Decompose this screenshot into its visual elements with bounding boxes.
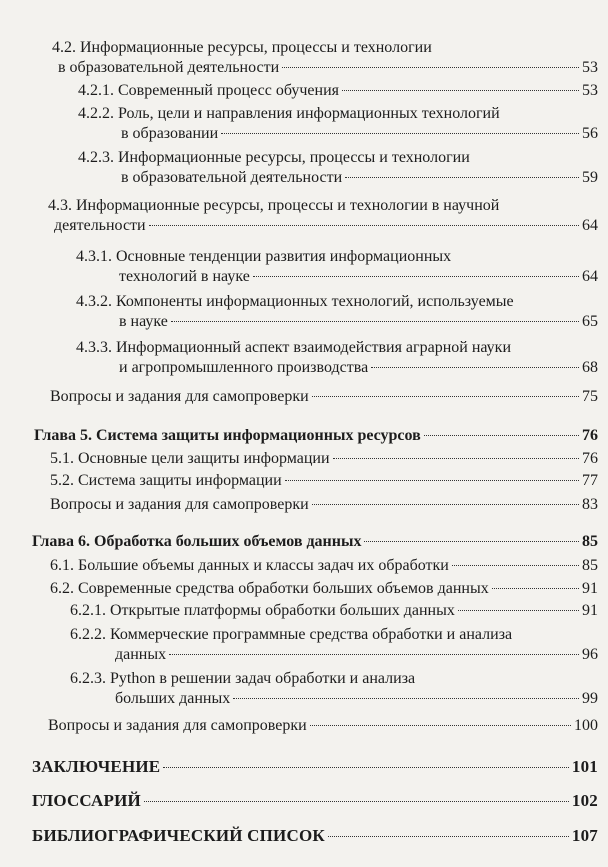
toc-entry-6-2-3 (70, 669, 598, 709)
page-number: 85 (582, 533, 598, 550)
dot-leader (452, 565, 579, 566)
dot-leader (458, 610, 579, 611)
dot-leader (221, 133, 579, 134)
dot-leader (371, 367, 579, 368)
page-number: 83 (582, 496, 598, 513)
toc-entry-5-2 (50, 471, 598, 491)
page-number: 96 (582, 646, 598, 663)
page-number: 64 (582, 268, 598, 285)
toc-entry-6-1 (50, 556, 598, 576)
toc-entry-4-2-1 (78, 81, 598, 101)
page-number: 76 (582, 427, 598, 444)
toc-entry-text: в образовательной деятельности (121, 169, 343, 186)
page-number: 59 (582, 169, 598, 186)
toc-entry-text: ЗАКЛЮЧЕНИЕ (32, 757, 161, 776)
toc-entry-questions-ch6 (48, 716, 598, 736)
toc-entry-4-3 (48, 196, 598, 236)
toc-chapter-6 (32, 532, 598, 552)
page-number: 64 (582, 217, 598, 234)
toc-entry-4-2 (52, 38, 598, 78)
toc-entry-text: 5.1. Основные цели защиты информации (50, 450, 330, 467)
toc-entry-text: 6.2. Современные средства обработки больших объемов данных (50, 580, 489, 597)
dot-leader (492, 588, 579, 589)
toc-entry-6-2-1 (70, 601, 598, 621)
toc-entry-text: в образовательной деятельности (58, 59, 280, 76)
page-number: 65 (582, 313, 598, 330)
toc-entry-text: в образовании (121, 125, 219, 142)
toc-entry-text: 4.3.1. Основные тенденции развития информационных (76, 248, 452, 265)
dot-leader (345, 177, 579, 178)
dot-leader (328, 836, 569, 837)
toc-entry-text: 4.2.3. Информационные ресурсы, процессы и технологии (78, 149, 470, 166)
dot-leader (310, 725, 571, 726)
page-number: 56 (582, 125, 598, 142)
dot-leader (163, 767, 569, 768)
page-number: 75 (582, 388, 598, 405)
toc-entry-text: 4.2.2. Роль, цели и направления информационных технологий (78, 105, 500, 122)
toc-entry-4-3-3 (76, 338, 598, 378)
toc-entry-text: Глава 6. Обработка больших объемов данных (32, 533, 362, 550)
page-number: 101 (571, 757, 598, 776)
toc-entry-6-2 (50, 579, 598, 599)
toc-entry-questions-ch5 (50, 495, 598, 515)
toc-entry-text: Глава 5. Система защиты информационных ресурсов (34, 427, 421, 444)
page-number: 102 (571, 791, 598, 810)
toc-entry-4-3-1 (76, 247, 598, 287)
dot-leader (333, 458, 580, 459)
toc-entry-text: Вопросы и задания для самопроверки (50, 496, 309, 513)
page-number: 53 (582, 82, 598, 99)
toc-entry-text: 6.2.2. Коммерческие программные средства обработки и анализа (70, 626, 513, 643)
toc-entry-text: технологий в науке (119, 268, 250, 285)
dot-leader (233, 698, 579, 699)
dot-leader (364, 541, 579, 542)
toc-entry-text: 4.2.1. Современный процесс обучения (78, 82, 339, 99)
toc-entry-6-2-2 (70, 625, 598, 665)
page-number: 99 (582, 690, 598, 707)
toc-chapter-5 (34, 426, 598, 446)
toc-glossary (32, 791, 598, 811)
toc-bibliography (32, 826, 598, 846)
toc-entry-5-1 (50, 449, 598, 469)
toc-entry-text: Вопросы и задания для самопроверки (50, 388, 309, 405)
toc-entry-text: БИБЛИОГРАФИЧЕСКИЙ СПИСОК (32, 826, 325, 845)
toc-entry-4-2-2 (78, 104, 598, 144)
dot-leader (282, 67, 579, 68)
page-number: 68 (582, 359, 598, 376)
dot-leader (285, 480, 579, 481)
toc-entry-text: 4.3.3. Информационный аспект взаимодействия аграрной науки (76, 339, 511, 356)
toc-entry-text: деятельности (54, 217, 146, 234)
dot-leader (312, 396, 579, 397)
toc-conclusion (32, 757, 598, 777)
page-number: 76 (582, 450, 598, 467)
toc-entry-text: 4.3.2. Компоненты информационных технологий, используемые (76, 293, 514, 310)
toc-entry-text: 4.3. Информационные ресурсы, процессы и технологии в научной (48, 197, 500, 214)
toc-entry-text: больших данных (115, 690, 231, 707)
toc-entry-text: Вопросы и задания для самопроверки (48, 717, 307, 734)
dot-leader (312, 504, 579, 505)
toc-entry-text: данных (115, 646, 167, 663)
toc-entry-text: 5.2. Система защиты информации (50, 472, 282, 489)
page-number: 91 (582, 580, 598, 597)
page-number: 77 (582, 472, 598, 489)
dot-leader (169, 654, 579, 655)
toc-entry-questions-ch4 (50, 387, 598, 407)
page-number: 53 (582, 59, 598, 76)
page-number: 107 (571, 826, 598, 845)
toc-entry-text: 6.2.3. Python в решении задач обработки и анализа (70, 670, 416, 687)
page-number: 91 (582, 602, 598, 619)
toc-entry-4-3-2 (76, 292, 598, 332)
dot-leader (424, 435, 579, 436)
toc-entry-text: 6.2.1. Открытые платформы обработки больших данных (70, 602, 455, 619)
page-number: 100 (574, 717, 598, 734)
toc-entry-text: в науке (119, 313, 168, 330)
dot-leader (253, 276, 579, 277)
toc-entry-text: 6.1. Большие объемы данных и классы задач их обработки (50, 557, 449, 574)
dot-leader (144, 801, 569, 802)
toc-entry-text: 4.2. Информационные ресурсы, процессы и технологии (52, 39, 432, 56)
dot-leader (342, 90, 579, 91)
toc-entry-4-2-3 (78, 148, 598, 188)
dot-leader (171, 321, 579, 322)
dot-leader (149, 225, 579, 226)
toc-entry-text: ГЛОССАРИЙ (32, 791, 141, 810)
page-number: 85 (582, 557, 598, 574)
toc-entry-text: и агропромышленного производства (119, 359, 369, 376)
